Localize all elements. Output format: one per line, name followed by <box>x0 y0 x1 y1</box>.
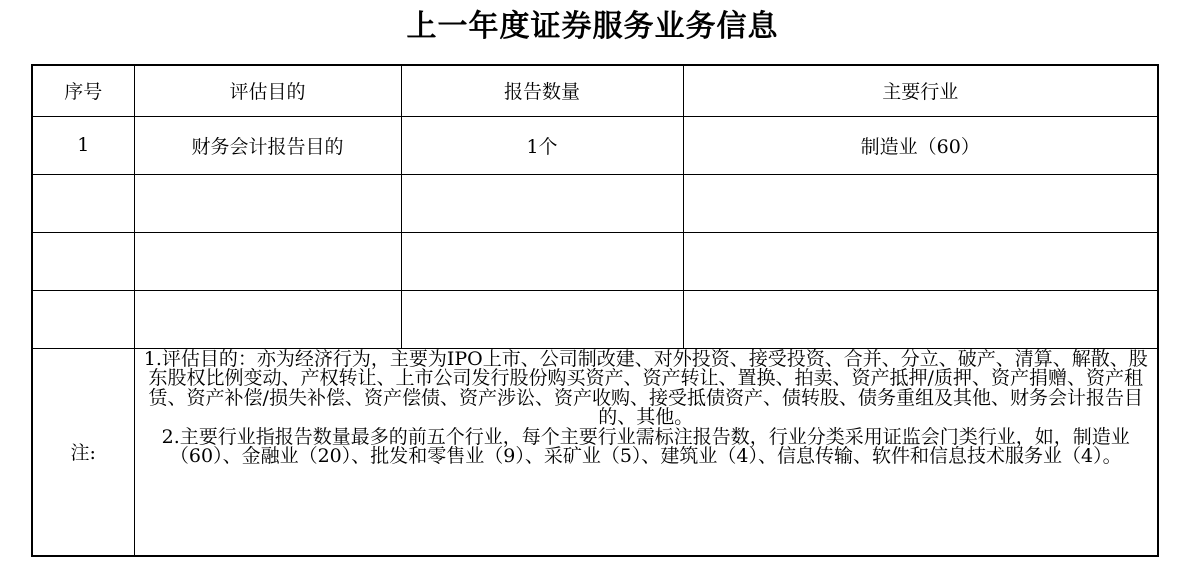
note-content <box>134 348 1158 556</box>
header-report-count: 报告数量 <box>401 65 683 116</box>
cell-purpose <box>134 232 401 290</box>
note-line-2: 2.主要行业指报告数量最多的前五个行业，每个主要行业需标注报告数，行业分类采用证监会门类行业，如，制造业（60）、金融业（20）、批发和零售业（9）、采矿业（5）、建筑业（4）、信息传输、软件和信息技术服务业（4）。 <box>161 425 1130 467</box>
cell-report-count: 1个 <box>401 116 683 174</box>
note-line-1: 1.评估目的：亦为经济行为，主要为IPO上市、公司制改建、对外投资、接受投资、合并、分立、破产、清算、解散、股东股权比例变动、产权转让、上市公司发行股份购买资产、资产转让、置换、拍卖、资产抵押/质押、资产捐赠、资产租赁、资产补偿/损失补偿、资产偿债、资产涉讼、资产收购、接受抵债资产、债转股、债务重组及其他、财务会计报告目的、其他。 <box>143 347 1148 428</box>
cell-seq: 1 <box>32 116 134 174</box>
table-row <box>32 290 1158 348</box>
cell-main-industry <box>683 232 1158 290</box>
cell-main-industry: 制造业（60） <box>683 116 1158 174</box>
cell-seq <box>32 232 134 290</box>
cell-report-count <box>401 290 683 348</box>
cell-seq <box>32 174 134 232</box>
page-title: 上一年度证券服务业务信息 <box>406 9 779 44</box>
cell-main-industry <box>683 290 1158 348</box>
cell-main-industry <box>683 174 1158 232</box>
header-main-industry: 主要行业 <box>683 65 1158 116</box>
cell-report-count <box>401 174 683 232</box>
header-purpose: 评估目的 <box>134 65 401 116</box>
header-seq: 序号 <box>32 65 134 116</box>
cell-report-count <box>401 232 683 290</box>
securities-service-table <box>31 64 1159 557</box>
cell-purpose: 财务会计报告目的 <box>134 116 401 174</box>
table-row <box>32 232 1158 290</box>
table-row <box>32 174 1158 232</box>
note-row <box>32 348 1158 556</box>
table-header-row <box>32 65 1158 116</box>
cell-purpose <box>134 290 401 348</box>
table-row <box>32 116 1158 174</box>
cell-purpose <box>134 174 401 232</box>
note-label: 注: <box>32 348 134 556</box>
cell-seq <box>32 290 134 348</box>
